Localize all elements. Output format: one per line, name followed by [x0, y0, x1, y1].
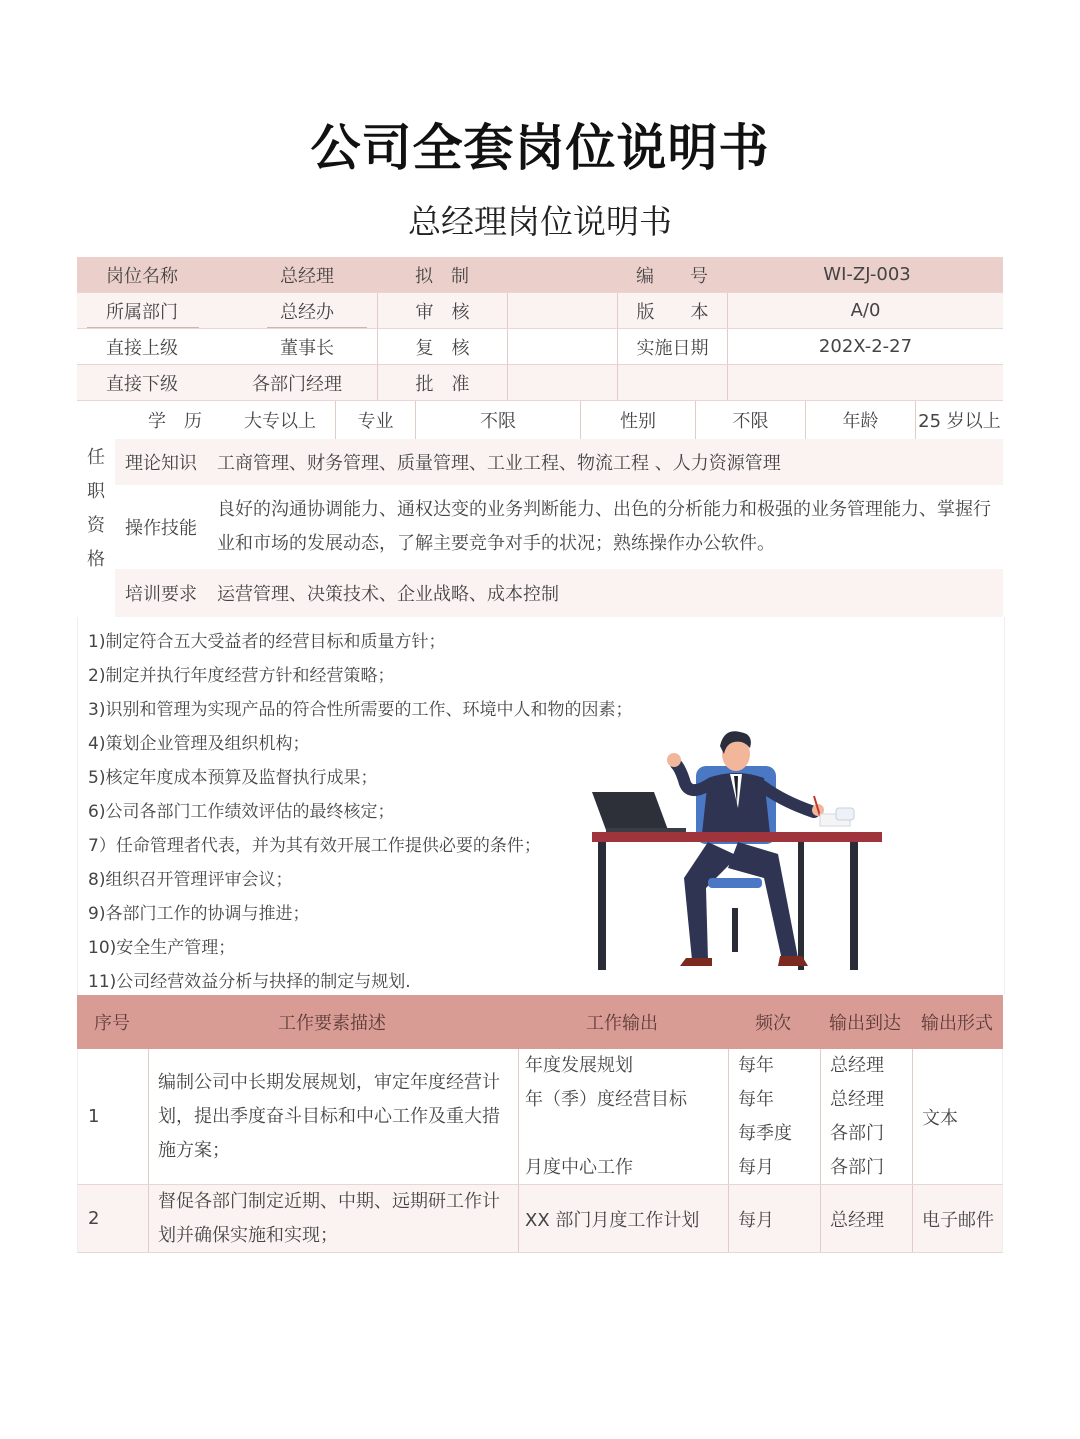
duty-item: 6)公司各部门工作绩效评估的最终核定；	[88, 802, 395, 822]
info-value: 各部门经理	[252, 373, 342, 395]
info-label	[617, 365, 727, 400]
duty-item: 10)安全生产管理；	[88, 938, 236, 958]
row-no: 2	[88, 1208, 100, 1229]
row-form: 电子邮件	[922, 1209, 994, 1231]
info-value: 总经办	[280, 301, 334, 323]
row-dest: 总经理	[830, 1209, 884, 1231]
theory-label: 理论知识	[125, 453, 197, 474]
document-title: 公司全套岗位说明书	[310, 119, 770, 177]
skill-label: 操作技能	[125, 518, 197, 539]
info-value: WI-ZJ-003	[823, 264, 911, 285]
header-output: 工作输出	[586, 1013, 658, 1034]
qualifications-section	[77, 401, 1003, 617]
duty-item: 5)核定年度成本预算及监督执行成果；	[88, 768, 378, 788]
info-row	[77, 293, 1003, 329]
age-label: 年龄	[805, 401, 915, 439]
duty-item: 4)策划企业管理及组织机构；	[88, 734, 310, 754]
duty-item: 1)制定符合五大受益者的经营目标和质量方针；	[88, 632, 446, 652]
header-no: 序号	[94, 1013, 130, 1034]
document-subtitle: 总经理岗位说明书	[408, 202, 672, 241]
info-row	[77, 257, 1003, 293]
info-label: 实施日期	[617, 329, 727, 364]
info-label: 编 号	[636, 265, 708, 287]
info-value	[507, 329, 617, 364]
gender-value: 不限	[695, 401, 805, 439]
info-label: 审 核	[377, 293, 507, 328]
info-value	[507, 365, 617, 400]
duty-item: 9)各部门工作的协调与推进；	[88, 904, 310, 924]
info-value	[727, 365, 1003, 400]
info-row	[77, 365, 1003, 401]
training-value: 运营管理、决策技术、企业战略、成本控制	[217, 584, 559, 605]
duty-item: 3)识别和管理为实现产品的符合性所需要的工作、环境中人和物的因素；	[88, 700, 633, 720]
header-dest: 输出到达	[829, 1013, 901, 1034]
header-desc: 工作要素描述	[278, 1013, 386, 1034]
header-form: 输出形式	[921, 1013, 993, 1034]
header-freq: 频次	[755, 1013, 791, 1034]
row-desc: 督促各部门制定近期、中期、远期研工作计 划并确保实施和实现；	[158, 1191, 500, 1246]
education-label: 学 历	[148, 411, 202, 432]
info-value: 202X-2-27	[727, 329, 1003, 364]
major-value: 不限	[415, 401, 580, 439]
info-row	[77, 329, 1003, 365]
info-value: 董事长	[280, 337, 334, 359]
training-label: 培训要求	[125, 584, 197, 605]
education-value: 大专以上	[244, 411, 316, 432]
theory-row	[115, 439, 1003, 486]
education-row	[115, 401, 1003, 440]
skill-row	[115, 485, 1003, 570]
info-label: 批 准	[377, 365, 507, 400]
info-label: 复 核	[377, 329, 507, 364]
info-value: A/0	[727, 293, 1003, 328]
info-value	[507, 293, 617, 328]
training-row	[115, 569, 1003, 617]
businessman-illustration	[588, 728, 888, 973]
row-output: XX 部门月度工作计划	[525, 1209, 700, 1231]
row-outputs: 年度发展规划 年（季）度经营目标 月度中心工作	[525, 1055, 687, 1178]
info-label: 版 本	[617, 293, 727, 328]
major-label: 专业	[335, 401, 415, 439]
output-table-header	[77, 995, 1003, 1049]
info-label: 所属部门	[106, 301, 178, 323]
row-desc: 编制公司中长期发展规划，审定年度经营计 划，提出季度奋斗目标和中心工作及重大措 施方案；	[158, 1072, 500, 1161]
age-value: 25 岁以上	[915, 401, 1003, 439]
table-row	[77, 1049, 1003, 1185]
row-no: 1	[88, 1106, 100, 1127]
row-freq: 每月	[738, 1209, 774, 1231]
laptop-icon	[592, 792, 668, 830]
skill-value: 良好的沟通协调能力、通权达变的业务判断能力、出色的分析能力和极强的业务管理能力、掌握行 业和市场的发展动态，了解主要竞争对手的状况；熟练操作办公软件。	[217, 499, 991, 554]
duty-item: 2)制定并执行年度经营方针和经营策略；	[88, 666, 395, 686]
qualifications-label: 任 职 资 格	[87, 447, 105, 570]
info-label: 直接上级	[106, 337, 178, 359]
duty-item: 8)组织召开管理评审会议；	[88, 870, 293, 890]
row-freqs: 每年 每年 每季度 每月	[738, 1055, 792, 1178]
info-label: 拟 制	[415, 265, 469, 287]
row-form: 文本	[922, 1107, 958, 1129]
desk-icon	[592, 832, 882, 842]
gender-label: 性别	[580, 401, 695, 439]
info-label: 岗位名称	[106, 265, 178, 287]
table-row	[77, 1185, 1003, 1253]
info-value: 总经理	[280, 265, 334, 287]
duty-item: 11)公司经营效益分析与抉择的制定与规划.	[88, 972, 411, 992]
row-dests: 总经理 总经理 各部门 各部门	[830, 1055, 884, 1178]
info-label: 直接下级	[106, 373, 178, 395]
theory-value: 工商管理、财务管理、质量管理、工业工程、物流工程 、人力资源管理	[217, 453, 781, 474]
duty-item: 7）任命管理者代表，并为其有效开展工作提供必要的条件；	[88, 836, 541, 856]
